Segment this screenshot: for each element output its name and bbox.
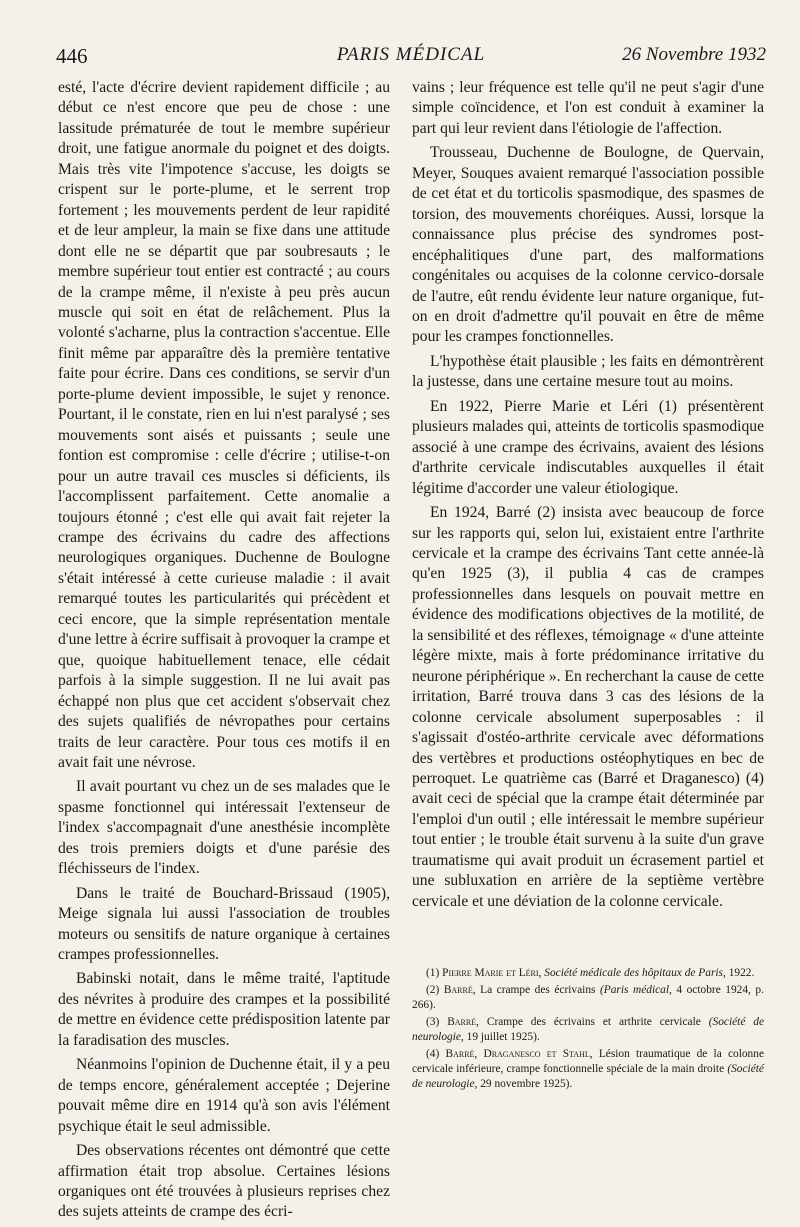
journal-title: PARIS MÉDICAL xyxy=(336,44,486,65)
footnote-authors: Pierre Marie et Léri, xyxy=(442,967,542,979)
paragraph: Trousseau, Duchenne de Boulogne, de Quervain, Meyer, Souques avaient remarqué l'association possible de cet état et du torticolis spasmodique, des spasmes de torsion, des mouvements choréiques. Aussi, lorsque la connaissance plus précise des syndromes post-encéphalitiques d'une part, des malformations congénitales ou acquises de la colonne cervico-dorsale de l'autre, eût rendu évidente leur nature organique, fut-on en droit d'admettre qu'il pouvait en être de même pour les crampes fonctionnelles. xyxy=(412,144,764,346)
paragraph: L'hypothèse était plausible ; les faits en démontrèrent la justesse, dans une certaine mesure tout au moins. xyxy=(412,352,764,391)
footnote-title: Lésion traumatique de la colonne cervicale inférieure, crampe fonctionnelle spéciale de la main droite xyxy=(412,1048,764,1075)
issue-date: 26 Novembre 1932 xyxy=(622,44,766,65)
footnote-authors: Barré, Draganesco et Stahl, xyxy=(445,1048,593,1060)
footnote-detail: 1922. xyxy=(728,967,755,979)
footnote xyxy=(412,966,764,981)
paragraph: Il avait pourtant vu chez un de ses malades que le spasme fonctionnel qui intéressait l'extenseur de l'index s'accompagnait d'une anesthésie incomplète des trois premiers doigts et d'une parésie des fléchisseurs de l'index. xyxy=(58,778,390,878)
footnote-detail: 19 juillet 1925). xyxy=(466,1031,540,1043)
footnote-source: (Société de neurologie, xyxy=(412,1016,765,1043)
footnote xyxy=(412,983,764,1013)
footnote-source: (Paris médical, xyxy=(599,984,672,996)
footnote-marker: (3) xyxy=(426,1016,440,1028)
paragraph: Des observations récentes ont démontré que cette affirmation était trop absolue. Certaines lésions organiques ont été trouvées à plusieurs reprises chez des sujets atteints de crampe des écri- xyxy=(58,1142,390,1221)
paragraph: Dans le traité de Bouchard-Brissaud (1905), Meige signala lui aussi l'association de troubles moteurs ou sensitifs de nature organique à certaines crampes professionnelles. xyxy=(58,884,390,964)
running-head xyxy=(56,44,766,74)
footnote-marker: (4) xyxy=(426,1048,440,1060)
footnote-detail: 29 novembre 1925). xyxy=(480,1078,573,1090)
footnote xyxy=(412,1047,764,1092)
footnote xyxy=(412,1015,764,1045)
paragraph: vains ; leur fréquence est telle qu'il ne peut s'agir d'une simple coïncidence, et l'on est conduit à examiner la part qui leur revient dans l'étiologie de l'affection. xyxy=(412,79,764,137)
right-column xyxy=(412,78,764,916)
footnotes xyxy=(412,958,764,1094)
paragraph: En 1924, Barré (2) insista avec beaucoup de force sur les rapports qui, selon lui, existaient entre l'arthrite cervicale et la crampe des écrivains Tant cette année-là qu'en 1925 (3), il publia 4 cas de crampes professionnelles dans lesquels on pouvait mettre en évidence des modifications objectives de la motilité, de la sensibilité et des réflexes, témoignage « d'une atteinte légère mixte, mais à forte prédominance irritative du neurone périphérique ». En recherchant la cause de cette irritation, Barré trouva dans 3 cas des lésions de la colonne cervicale absolument superposables : il s'agissait d'ostéo-arthrite cervicale avec déformations des vertèbres et productions ostéophytiques en bec de perroquet. Le quatrième cas (Barré et Draganesco) (4) avait ceci de spécial que la crampe était déterminée par l'emploi d'un outil ; elle intéressait le membre supérieur tout entier ; le trouble était survenu à la suite d'un grave traumatisme qui avait produit un écrasement partiel et une subluxation en arrière de la septième vertèbre cervicale et une déviation de la colonne cervicale. xyxy=(412,504,764,910)
left-column xyxy=(58,78,390,1227)
footnote-marker: (1) xyxy=(426,967,440,979)
footnote-detail: 4 octobre 1924, p. 266). xyxy=(412,984,764,1011)
paragraph: esté, l'acte d'écrire devient rapidement difficile ; au début ce n'est encore que peu de chose : une lassitude prématurée de tout le membre supérieur droit, une fatigue anormale du poignet et des doigts. Mais très vite l'impotence s'accuse, les doigts se crispent sur le porte-plume, et le serrent trop fortement ; les mouvements perdent de leur rapidité et de leur ampleur, la main se fixe dans une attitude dont elle ne se départit que par soubresauts ; le membre supérieur tout entier est contracté ; au cours de la crampe même, il n'existe à peu près aucun muscle qui soit en état de relâchement. Plus la volonté s'acharne, plus la contraction s'accentue. Elle finit même par apparaître dès la première tentative faite pour écrire. Dans ces conditions, se servir d'un porte-plume devient impossible, le sujet y renonce. Pourtant, il le constate, rien en lui n'est paralysé ; ses mouvements sont aisés et puissants ; seule une fontion est compromise : celle d'écrire ; utilise-t-on pour un autre travail ces muscles si déficients, ils l'accomplissent parfaitement. Cette anomalie a toujours étonné ; c'est elle qui avait fait rejeter la crampe des écrivains du cadre des affections neurologiques organiques. Duchenne de Boulogne s'était intéressé à cette curieuse maladie : il avait remarqué toutes les particularités qui précèdent et ceci encore, que la simple représentation mentale d'une lettre à écrire suffisait à provoquer la crampe et que, quoique habituellement tenace, elle cédait parfois à la simple suggestion. Il ne lui avait pas échappé non plus que cet accident s'observait chez des sujets qualifiés de névropathes pour certains traits de leur caractère. Pour tous ces motifs il en avait fait une névrose. xyxy=(58,79,390,771)
footnote-authors: Barré, xyxy=(447,1016,479,1028)
footnote-title: Crampe des écrivains et arthrite cervicale xyxy=(486,1016,701,1028)
paragraph: En 1922, Pierre Marie et Léri (1) présentèrent plusieurs malades qui, atteints de torticolis spasmodique associé à une crampe des écrivains, avaient des lésions d'arthrite cervicale indiscutables auxquelles il était légitime d'accorder une valeur étiologique. xyxy=(412,397,764,497)
paragraph: Babinski notait, dans le même traité, l'aptitude des névrites à produire des crampes et la possibilité de mettre en évidence cette prédisposition latente par la faradisation des muscles. xyxy=(58,970,390,1049)
footnote-source: (Société de neurologie, xyxy=(412,1063,764,1090)
page-number: 446 xyxy=(56,44,88,68)
footnote-source: Société médicale des hôpitaux de Paris, xyxy=(544,967,726,979)
footnote-title: La crampe des écrivains xyxy=(480,984,596,996)
footnote-marker: (2) xyxy=(426,984,440,996)
footnote-authors: Barré, xyxy=(443,984,476,996)
paragraph: Néanmoins l'opinion de Duchenne était, il y a peu de temps encore, généralement acceptée ; Dejerine pouvait même dire en 1914 qu'à son avis l'élément psychique était le seul admissible. xyxy=(58,1056,390,1135)
